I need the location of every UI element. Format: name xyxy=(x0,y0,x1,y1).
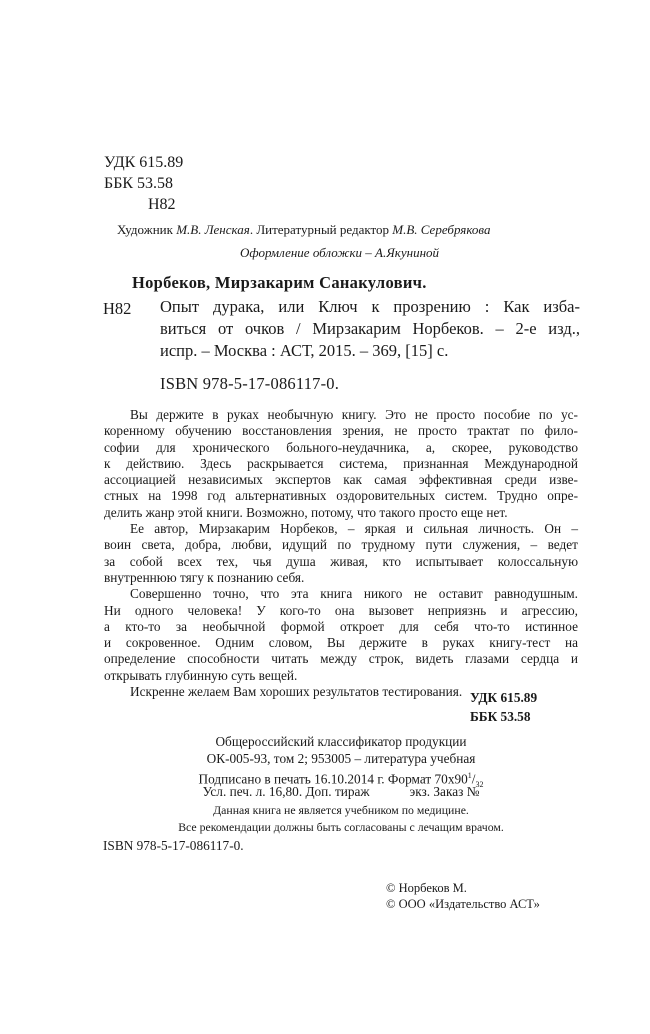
copyright-publisher: © ООО «Издательство АСТ» xyxy=(386,897,540,911)
format-numerator: 1 xyxy=(467,770,472,780)
credits-line xyxy=(117,222,490,238)
production-info xyxy=(104,734,578,801)
bib-cutter: Н82 xyxy=(103,299,132,318)
cover-credit: Оформление обложки – А.Якунинoй xyxy=(240,245,440,260)
annotation-line: открывать глубинную суть вещей. xyxy=(104,667,298,683)
annotation-line: и сокровенное. Одним словом, Вы держите в руках книгу-тест на xyxy=(104,635,578,651)
annotation-line: Ни одного человека! У кого-то она вызовет неприязнь и агрессию, xyxy=(104,602,578,618)
disclaimer-line: Данная книга не является учебником по медицине. xyxy=(213,803,469,817)
annotation-line: Ее автор, Мирзакарим Норбеков, – яркая и сильная личность. Он – xyxy=(130,521,578,537)
bbk-code: ББК 53.58 xyxy=(104,175,174,192)
annotation-line: воин света, добра, любви, идущий по трудному пути служения, – ведет xyxy=(104,537,578,553)
annotation-line: стных на 1998 год альтернативных оздоровительных систем. Трудно опре- xyxy=(104,488,578,504)
annotation-line: определение способности читать между строк, видеть глазами сердца и xyxy=(104,651,578,667)
udk-code-right: УДК 615.89 xyxy=(470,690,538,705)
disclaimer-line: Все рекомендации должны быть согласованы с лечащим врачом. xyxy=(178,819,504,834)
bbk-code-right: ББК 53.58 xyxy=(470,709,531,724)
copyright-author: © Норбеков М. xyxy=(386,881,467,895)
annotation-line: делить жанр этой книги. Возможно, потому, что такого просто еще нет. xyxy=(104,504,508,520)
bib-line: Опыт дурака, или Ключ к прозрению : Как изба- xyxy=(160,297,580,316)
footer-isbn: ISBN 978-5-17-086117-0. xyxy=(103,838,244,853)
annotation-line: за собой всех тех, чья душа живая, кто испытывает колоссальную xyxy=(104,553,578,569)
editor-name: М.В. Серебрякова xyxy=(392,222,491,237)
illustrator-name: М.В. Ленская xyxy=(176,222,250,237)
author-heading: Норбеков, Мирзакарим Санакулович. xyxy=(132,273,427,292)
bib-isbn: ISBN 978-5-17-086117-0. xyxy=(160,374,340,393)
annotation-line: Искренне желаем Вам хороших результатов тестирования. xyxy=(130,684,463,700)
annotation xyxy=(104,407,578,700)
bib-line: испр. – Москва : АСТ, 2015. – 369, [15] с. xyxy=(160,341,449,360)
annotation-line: к действию. Здесь раскрывается система, признанная Международной xyxy=(104,455,578,471)
illustrator-label: Художник xyxy=(117,222,177,237)
format-text: Подписано в печать 16.10.2014 г. Формат 70х90 xyxy=(198,771,468,787)
annotation-line: внутреннюю тягу к познанию себя. xyxy=(104,569,305,585)
annotation-line: коренному обучению восстановления зрения, не просто трактат по фило- xyxy=(104,423,578,439)
production-line: Общероссийский классификатор продукции xyxy=(215,734,467,749)
format-denominator: 32 xyxy=(475,779,484,789)
disclaimer xyxy=(104,802,578,835)
udk-code: УДК 615.89 xyxy=(104,154,184,171)
annotation-line: Вы держите в руках необычную книгу. Это не просто пособие по ус- xyxy=(130,407,578,422)
annotation-line: ассоциацией независимых экспертов как самая эффективная среди изве- xyxy=(104,472,578,488)
editor-label: . Литературный редактор xyxy=(249,222,393,237)
production-line: ОК-005-93, том 2; 953005 – литература учебная xyxy=(206,750,476,766)
bib-line: виться от очков / Мирзакарим Норбеков. – 2-е изд., xyxy=(160,319,580,338)
annotation-line: а кто-то за необычной формой откроет для себя что-то истинное xyxy=(104,618,578,634)
annotation-line: софии для хронического больного-неудачника, а, скорее, руководство xyxy=(104,439,578,455)
production-line: Усл. печ. л. 16,80. Доп. тираж экз. Заказ № xyxy=(202,784,480,800)
format-line: Подписано в печать 16.10.2014 г. Формат $70х90^1/_{32}$ xyxy=(198,770,484,789)
cutter-code: Н82 xyxy=(148,196,176,213)
bib-description xyxy=(160,296,580,362)
annotation-line: Совершенно точно, что эта книга никого не оставит равнодушным. xyxy=(130,586,578,602)
